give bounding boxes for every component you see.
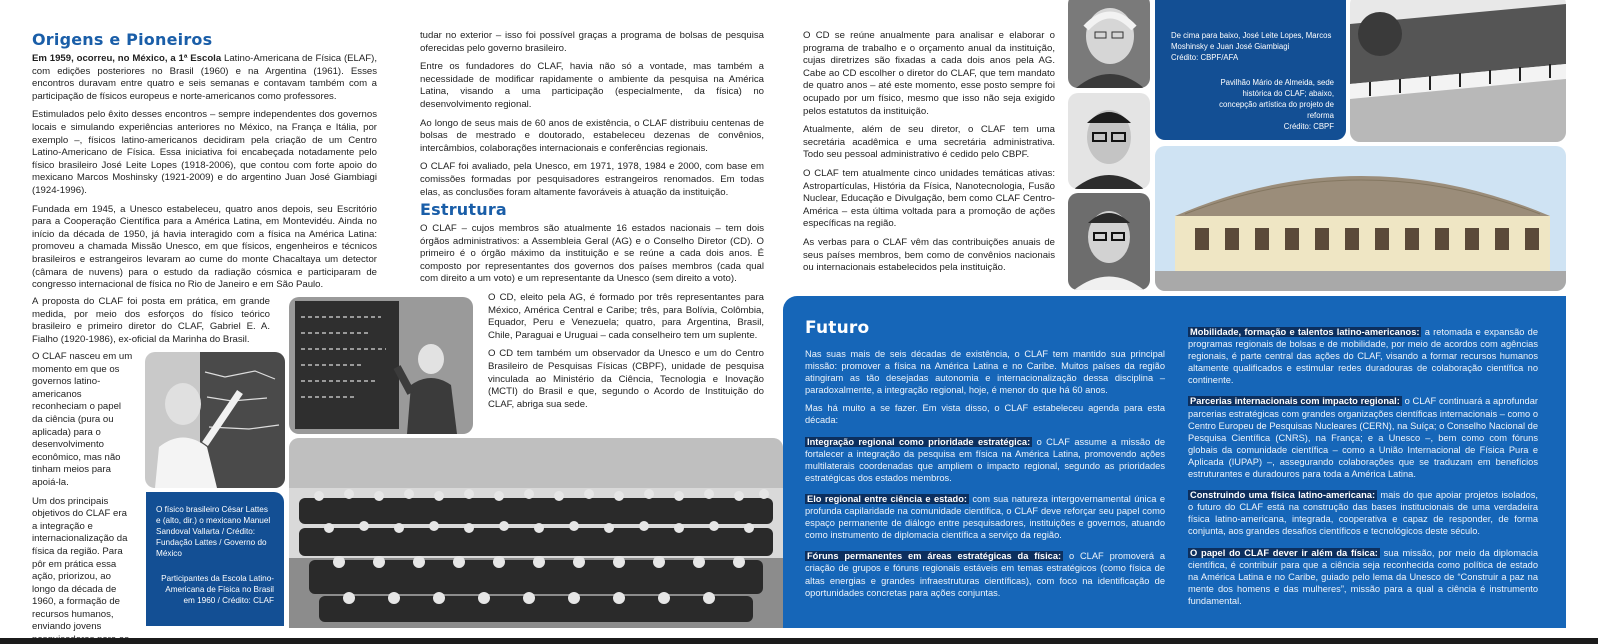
- paragraph: Mas há muito a se fazer. Em vista disso, o CLAF estabeleceu agenda para esta década:: [805, 403, 1165, 426]
- caption-pavilion: Pavilhão Mário de Almeida, sede histórica do CLAF; abaixo, concepção artística do projeto de reforma: [1219, 78, 1334, 120]
- photo-sandoval-vallarta: [289, 297, 473, 434]
- paragraph: O CD, eleito pela AG, é formado por três representantes para México, América Central e Caribe; três, para Bolívia, Colômbia, Equador, Peru e Venezuela; quatro, para Argentina, Brasil, Chile, Paraguai e Uruguai – cada conselheiro tem um suplente.: [488, 292, 764, 341]
- section-heading-estrutura: Estrutura: [420, 200, 507, 219]
- photo-reform-rendering: [1155, 146, 1566, 291]
- paragraph: O CLAF – cujos membros são atualmente 16 estados nacionais – tem dois órgãos administrativos: a Assembleia Geral (AG) e o Conselho Diretor (CD). O primeiro é o órgão máximo da instituição e se reúne a cada dois anos. É composto por representantes dos governos dos países membros (cada qual com direito a um voto) e um representante da Unesco (sem direito a voto).: [420, 223, 764, 285]
- photo-marcos-moshinsky: [1068, 93, 1150, 189]
- column-2-text-estrutura: [420, 223, 764, 292]
- futuro-left-column: [805, 348, 1165, 605]
- paragraph: O CLAF tem atualmente cinco unidades temáticas ativas: Astropartículas, História da Física, Nanotecnologia, Fusão Nuclear, Educação e Divulgação, bem como CLAF Centro-América – esta última voltada para a promoção de ações específicas na região.: [803, 167, 1055, 230]
- paragraph: O CD tem também um observador da Unesco e um do Centro Brasileiro de Pesquisas Físicas (CBPF), unidade de pesquisa vinculada ao Ministério da Ciência, Tecnologia e Inovação (MCTI) do Brasil e que, segundo o Acordo de Instituição do CLAF, abriga sua sede.: [488, 348, 764, 410]
- futuro-panel: [783, 296, 1566, 628]
- caption-pavilion-credit: Crédito: CBPF: [1283, 122, 1334, 131]
- futuro-right-column: [1188, 326, 1538, 613]
- paragraph: As verbas para o CLAF vêm das contribuições anuais de seus países membros, bem como de convênios nacionais ou internacionais estabelecidos pela instituição.: [803, 236, 1055, 274]
- agenda-item: Mobilidade, formação e talentos latino-americanos: a retomada e expansão de programas regionais de bolsas e de mobilidade, por meio de acordos com agências regionais, é parte central das ações do CLAF, visando a formar recursos humanos altamente qualificados e estimular redes duradouras de colaboração científica no continente.: [1188, 327, 1538, 386]
- column-1-text-narrow-2: [32, 351, 133, 644]
- photo-pavilhao-mario-de-almeida: [1350, 0, 1566, 142]
- photo-elaf-participants: [289, 438, 783, 628]
- photo-juan-jose-giambiagi: [1068, 193, 1150, 290]
- column-1-text-narrow: [32, 296, 270, 352]
- agenda-item: Integração regional como prioridade estratégica: o CLAF assume a missão de fortalecer a integração da pesquisa em física na América Latina, promovendo ações multilaterais coordenadas que ampliem o impacto regional, segundo as prioridades estratégicas dos estados membros.: [805, 436, 1166, 483]
- photo-cesar-lattes: [145, 352, 285, 488]
- caption-right: [1155, 0, 1346, 140]
- paragraph: O CLAF foi avaliado, pela Unesco, em 1971, 1978, 1984 e 2000, com base em comissões formadas por pesquisadores estrangeiros renomados. Em todas elas, as conclusões foram altamente favoráveis à atuação da instituição.: [420, 161, 764, 198]
- caption-left: [146, 492, 284, 626]
- agenda-item: Construindo uma física latino-americana: mais do que apoiar projetos isolados, o futuro do CLAF está na construção das bases institucionais de uma verdadeira física latino-americana, integrada, cooperativa e capaz de responder, de forma conjunta, aos grandes desafios científicos e tecnológicos deste século.: [1188, 490, 1539, 537]
- paragraph: tudar no exterior – isso foi possível graças a programa de bolsas de pesquisa oferecidas pelo governo brasileiro.: [420, 30, 764, 54]
- caption-lattes: O físico brasileiro César Lattes e (alto, dir.) o mexicano Manuel Sandoval Vallarta / Crédito: Fundação Lattes / Governo do México: [156, 505, 271, 558]
- paragraph: Nas suas mais de seis décadas de existência, o CLAF tem mantido sua principal missão: promover a física na América Latina e no Caribe. Muitos países da região atingiram as tão desejadas autonomia e internacionalização dessa disciplina – paradoxalmente, a integração regional, hoje, é menor do que há 60 anos.: [805, 349, 1165, 396]
- agenda-item: Fóruns permanentes em áreas estratégicas da física: o CLAF promoverá a criação de grupos e fóruns regionais estáveis em temas estratégicos (como física de altas energias e grandes infraestruturas científicas), com foco na identificação de oportunidades concretas para ações conjuntas.: [805, 551, 1166, 598]
- agenda-item: Parcerias internacionais com impacto regional: o CLAF continuará a aprofundar parcerias estratégicas com grandes organizações científicas internacionais – como o Centro Europeu de Pesquisas Nucleares (CERN), na Suíça; o Conselho Nacional de Pesquisa Científica (CNRS), na França; e a Unesco –, bem como com fóruns globais da comunidade científica – como a União Internacional de Física Pura e Aplicada (IUPAP) –, assegurando colaborações que se traduzam em benefícios estruturantes e duradouros para toda a América Latina.: [1188, 396, 1538, 480]
- paragraph: Entre os fundadores do CLAF, havia não só a vontade, mas também a necessidade de modificar rapidamente o ambiente da pesquisa na América Latina, visando a uma participação (especialmente, da física) no desenvolvimento regional.: [420, 61, 764, 110]
- column-2-text-narrow: [488, 292, 764, 417]
- paragraph: O CD se reúne anualmente para analisar e elaborar o programa de trabalho e o orçamento anual da instituição, cujas diretrizes são fixadas a cada dois anos pela AG. Cabe ao CD escolher o diretor do CLAF, que tem mandato de quatro anos – até este momento, esse posto sempre foi ocupado por um físico, mesmo que isso não seja exigido pelos estatutos da instituição.: [803, 30, 1055, 117]
- agenda-item: O papel do CLAF dever ir além da física: sua missão, por meio da diplomacia científica, é contribuir para que a ciência seja reconhecida como política de estado na América Latina e no Caribe, guiado pelo lema da Unesco de “Construir a paz na mente dos homens e das mulheres”, missão para a qual a ciência é instrumento fundamental.: [1188, 547, 1538, 606]
- paragraph: Estimulados pelo êxito desses encontros – sempre independentes dos governos locais e simulando experiências anteriores no México, na França e Itália, por exemplo –, físicos latino-americanos decidiram pela criação de um Centro Latino-Americano de Física. Essa iniciativa foi encabeçada notadamente pelo físico brasileiro José Leite Lopes (1918-2006), que contou com forte apoio do mexicano Marcos Moshinsky (1921-2009) e do argentino Juan José Giambiagi (1924-1996).: [32, 109, 377, 196]
- agenda-item: Elo regional entre ciência e estado: com sua natureza intergovernamental única e profunda capilaridade na comunidade científica, o CLAF deve reforçar seu papel como espaço permanente de diálogo entre pesquisadores, instituições e governos, atuando como instrumento de diplomacia científica a serviço da região.: [805, 493, 1165, 541]
- paragraph: Ao longo de seus mais de 60 anos de existência, o CLAF distribuiu centenas de bolsas de mestrado e doutorado, estabeleceu dezenas de convênios, intercâmbios, colaborações internacionais e conferências regionais.: [420, 117, 764, 154]
- column-3-text: [803, 30, 1055, 281]
- paragraph: Fundada em 1945, a Unesco estabeleceu, quatro anos depois, seu Escritório para a Cooperação Científica para a América Latina, em Montevidéu. Ainda no início da década de 1950, já havia interagido com a física na América Latina: promoveu a chamada Missão Unesco, em que físicos, engenheiros e técnicos brasileiros e estrangeiros levaram ao cume do monte Chacaltaya um detector (câmara de nuvens) para o estudo da radiação cósmica e participaram de congresso internacional de física no Rio de Janeiro e em São Paulo.: [32, 203, 377, 291]
- paragraph: O CLAF nasceu em um momento em que os governos latino-americanos reconheciam o papel da ciência (pura ou aplicada) para o desenvolvimento econômico, mas não tinham meios para apoiá-la.: [32, 351, 133, 488]
- column-2-text: [420, 30, 764, 205]
- caption-portraits: De cima para baixo, José Leite Lopes, Marcos Moshinsky e Juan José Giambiagi: [1171, 31, 1332, 51]
- photo-jose-leite-lopes: [1068, 0, 1150, 88]
- caption-portraits-credit: Crédito: CBPF/AFA: [1171, 53, 1239, 62]
- page-bottom-border: [0, 638, 1598, 644]
- section-heading-origens: Origens e Pioneiros: [32, 30, 213, 49]
- section-heading-futuro: Futuro: [805, 318, 870, 338]
- paragraph: Um dos principais objetivos do CLAF era a integração e internacionalização da física da região. Para pôr em prática essa ação, priorizou, ao longo da década de 1960, a formação de recursos humanos, enviando jovens: [32, 495, 128, 633]
- paragraph: Em 1959, ocorreu, no México, a 1ª Escola Latino-Americana de Física (ELAF), com edições posteriores no Brasil (1960) e na Argentina (1961). Esses encontros duravam entre quatro e seis semanas e contavam também com a participação de físicos europeus e norte-americanos como professores.: [32, 53, 377, 102]
- paragraph: Atualmente, além de seu diretor, o CLAF tem uma secretária acadêmica e uma secretária administrativa. Todo seu pessoal administrativo é cedido pelo CBPF.: [803, 124, 1055, 161]
- paragraph: A proposta do CLAF foi posta em prática, em grande medida, por meio dos esforços do físico teórico brasileiro e primeiro diretor do CLAF, Gabriel E. A. Fialho (1920-1986), ex-oficial da Marinha do Brasil.: [32, 296, 270, 345]
- caption-elaf-1960: Participantes da Escola Latino-Americana de Física no Brasil em 1960 / Crédito: CLAF: [161, 574, 274, 605]
- column-1-text: [32, 53, 377, 298]
